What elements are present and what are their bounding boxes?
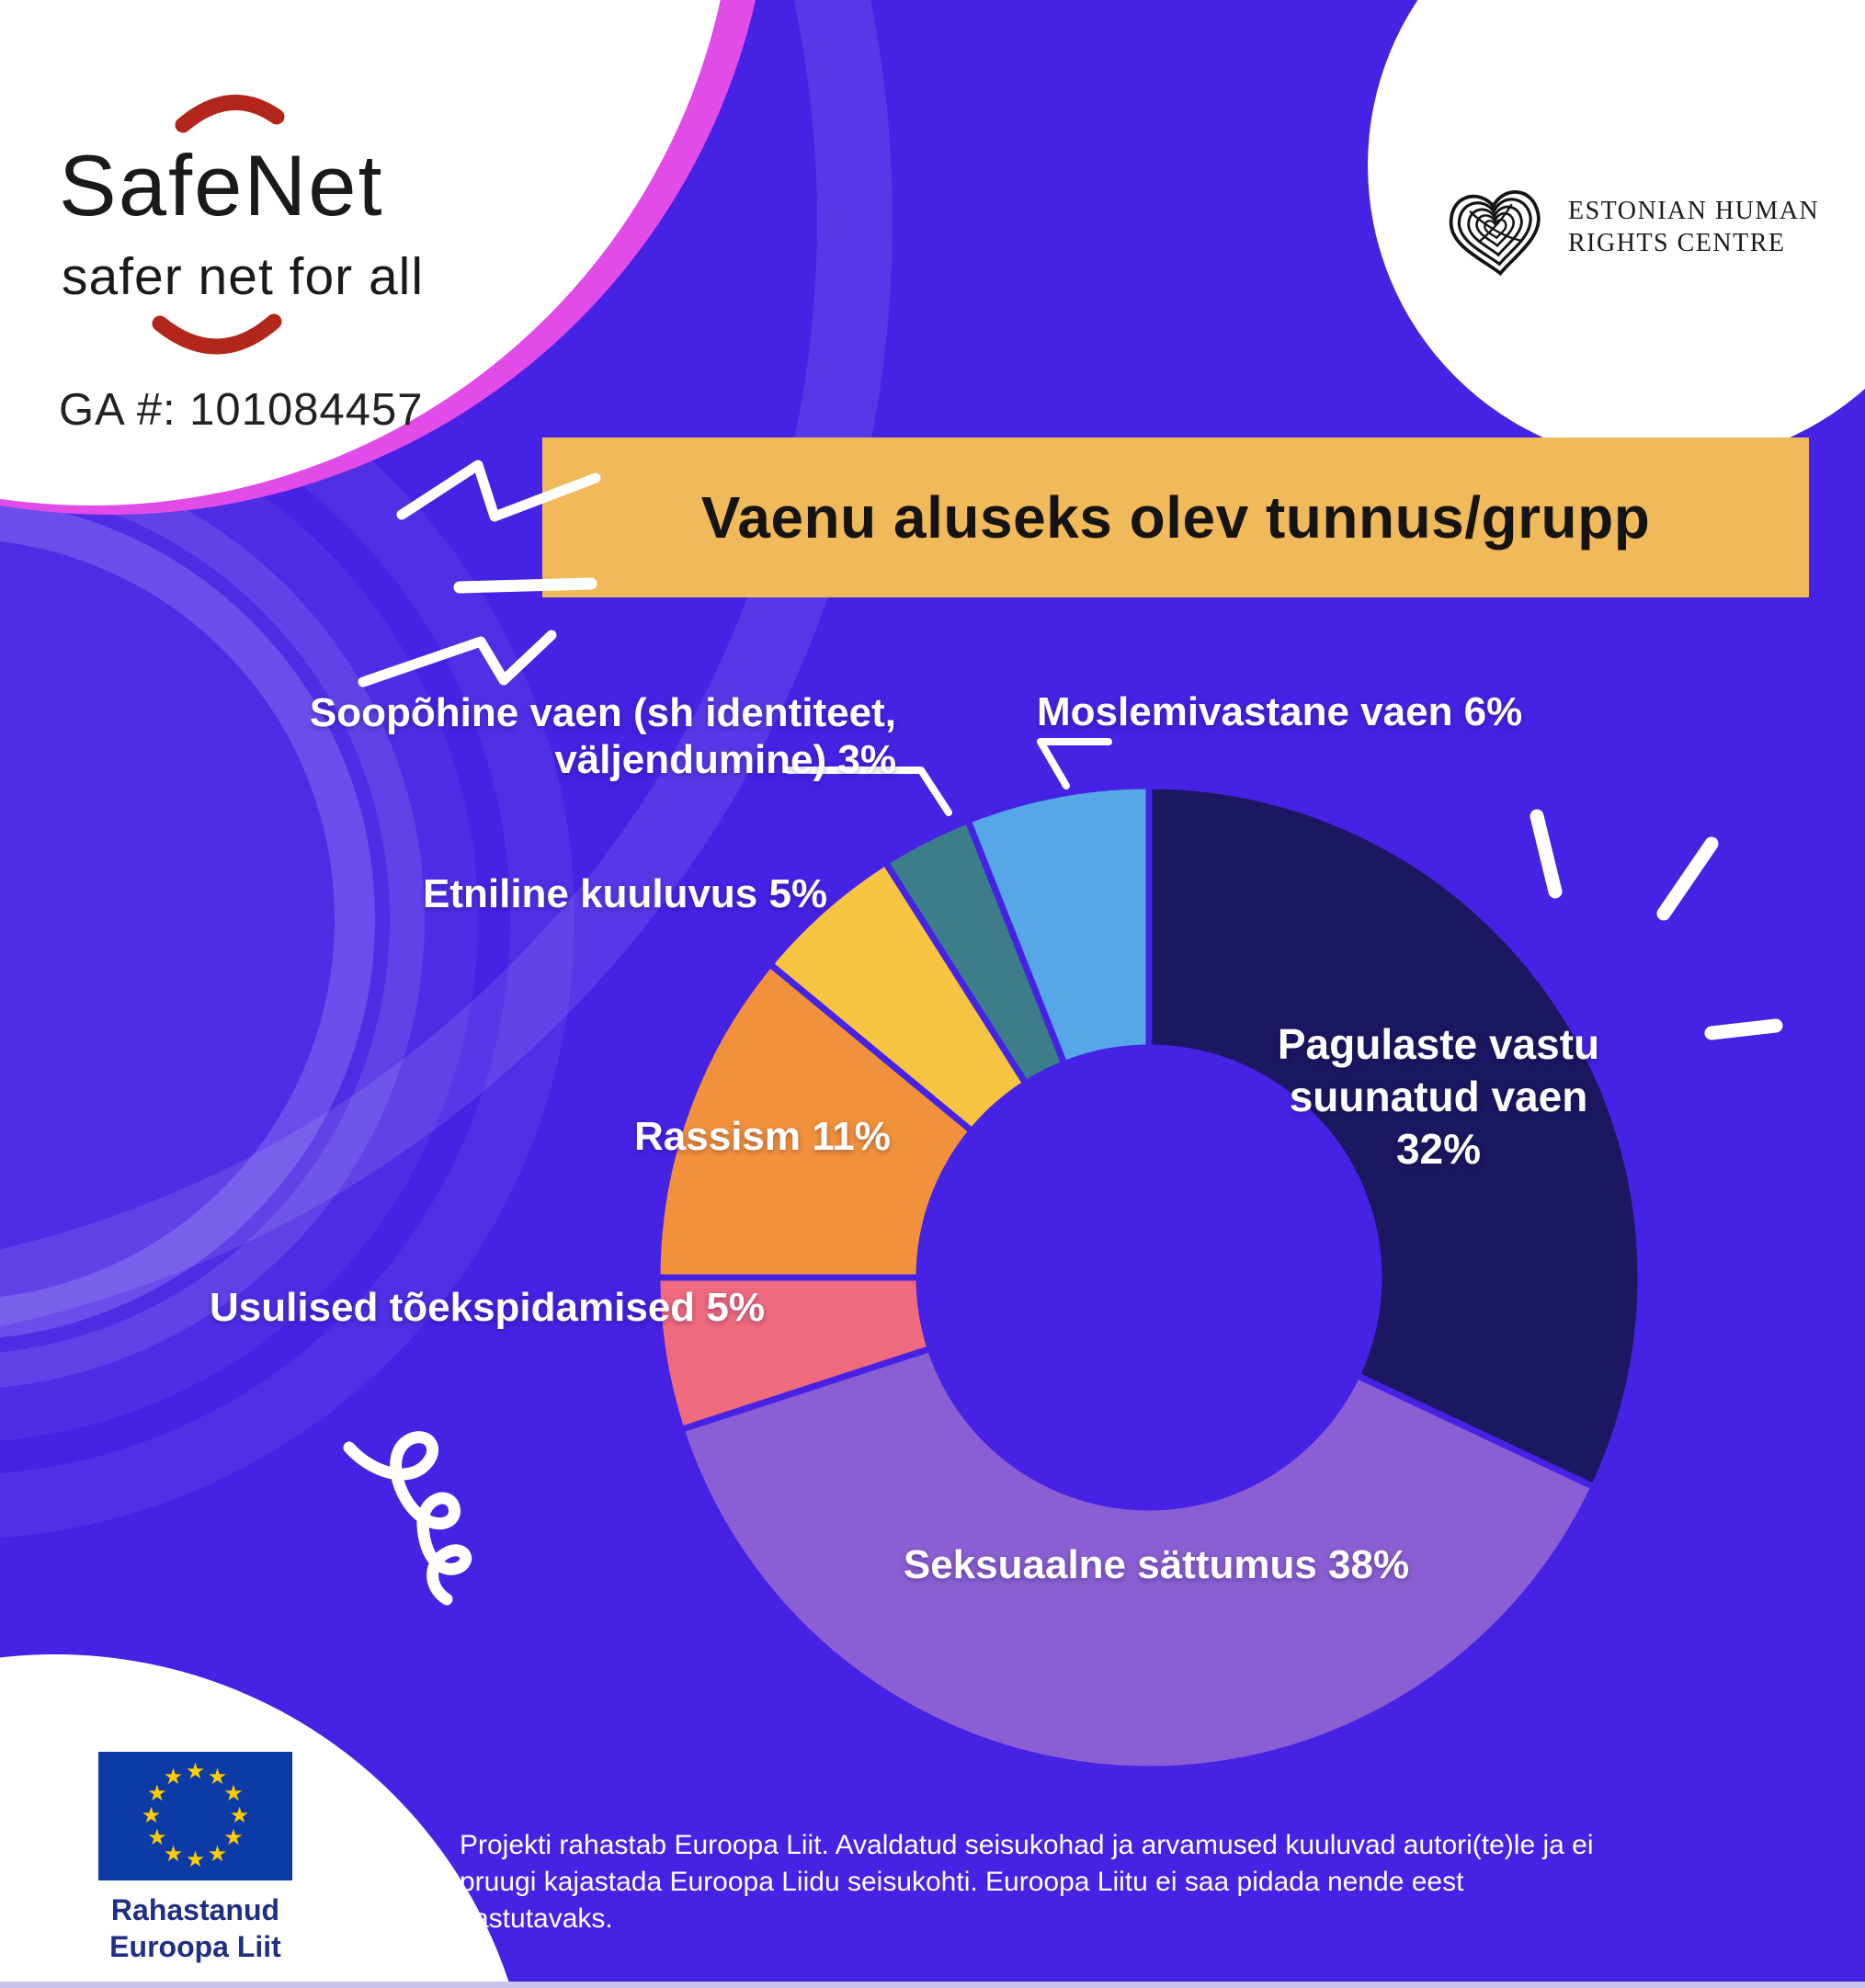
segment-label-pagulaste: [1255, 1018, 1622, 1176]
eu-caption-line1: Rahastanud: [110, 1893, 280, 1926]
eu-flag-star: ★: [207, 1765, 228, 1790]
segment-label-moslemi: Moslemivastane vaen 6%: [1037, 689, 1523, 734]
squiggle-spiral: [349, 1437, 466, 1599]
sunburst-dash-3: [1711, 1026, 1776, 1033]
eu-funding-caption: [98, 1891, 292, 1965]
eu-flag-star: ★: [185, 1847, 206, 1872]
segment-label-soopohine-line2: väljendumine) 3%: [554, 737, 896, 782]
eu-flag-star: ★: [185, 1759, 206, 1784]
zigzag-mark-top: [402, 465, 596, 517]
segment-label-seksuaalne: Seksuaalne sättumus 38%: [903, 1542, 1410, 1587]
sunburst-dash-2: [1664, 844, 1711, 914]
segment-label-soopohine: [310, 689, 896, 783]
safenet-logo-title: SafeNet: [59, 137, 384, 233]
segment-label-pagulaste-line2: suunatud vaen: [1289, 1073, 1588, 1120]
eu-flag-star: ★: [207, 1841, 228, 1867]
eu-flag-star: ★: [147, 1825, 167, 1850]
page-title: Vaenu aluseks olev tunnus/grupp: [700, 484, 1651, 551]
segment-label-usulised: Usulised tõekspidamised 5%: [210, 1285, 765, 1330]
eu-flag-star: ★: [163, 1765, 184, 1790]
segment-label-rassism: Rassism 11%: [634, 1114, 891, 1159]
ehrc-line1: ESTONIAN HUMAN: [1568, 197, 1820, 225]
segment-label-pagulaste-line3: 32%: [1395, 1125, 1482, 1173]
segment-label-soopohine-line1: Soopõhine vaen (sh identiteet,: [309, 690, 896, 735]
disclaimer-line: Projekti rahastab Euroopa Liit. Avaldatud seisukohad ja arvamused kuuluvad autori(te)le ja ei: [460, 1830, 1594, 1860]
grant-number: GA #: 101084457: [59, 385, 424, 435]
zigzag-mark-bottom: [363, 635, 552, 682]
eu-flag: [98, 1752, 292, 1880]
segment-label-etniline: Etniline kuuluvus 5%: [423, 871, 828, 916]
eu-caption-line2: Euroopa Liit: [109, 1930, 281, 1963]
eu-flag-star: ★: [223, 1825, 244, 1850]
dash-mark: [460, 584, 591, 587]
leader-line-moslemi: [1041, 742, 1109, 786]
eu-flag-star: ★: [141, 1803, 162, 1828]
eu-flag-star: ★: [223, 1781, 244, 1806]
eu-flag-star: ★: [147, 1781, 167, 1806]
segment-label-pagulaste-line1: Pagulaste vastu: [1277, 1020, 1600, 1068]
eu-flag-star: ★: [229, 1803, 250, 1828]
disclaimer-line: vastutavaks.: [460, 1903, 613, 1934]
funding-disclaimer: [460, 1827, 1594, 1937]
ehrc-line2: RIGHTS CENTRE: [1568, 229, 1786, 257]
eu-flag-star: ★: [163, 1841, 184, 1867]
sunburst-dash-1: [1537, 816, 1555, 892]
safenet-logo-subtitle: safer net for all: [62, 247, 425, 306]
disclaimer-line: pruugi kajastada Euroopa Liidu seisukohti. Euroopa Liitu ei saa pidada nende eest: [460, 1867, 1464, 1897]
